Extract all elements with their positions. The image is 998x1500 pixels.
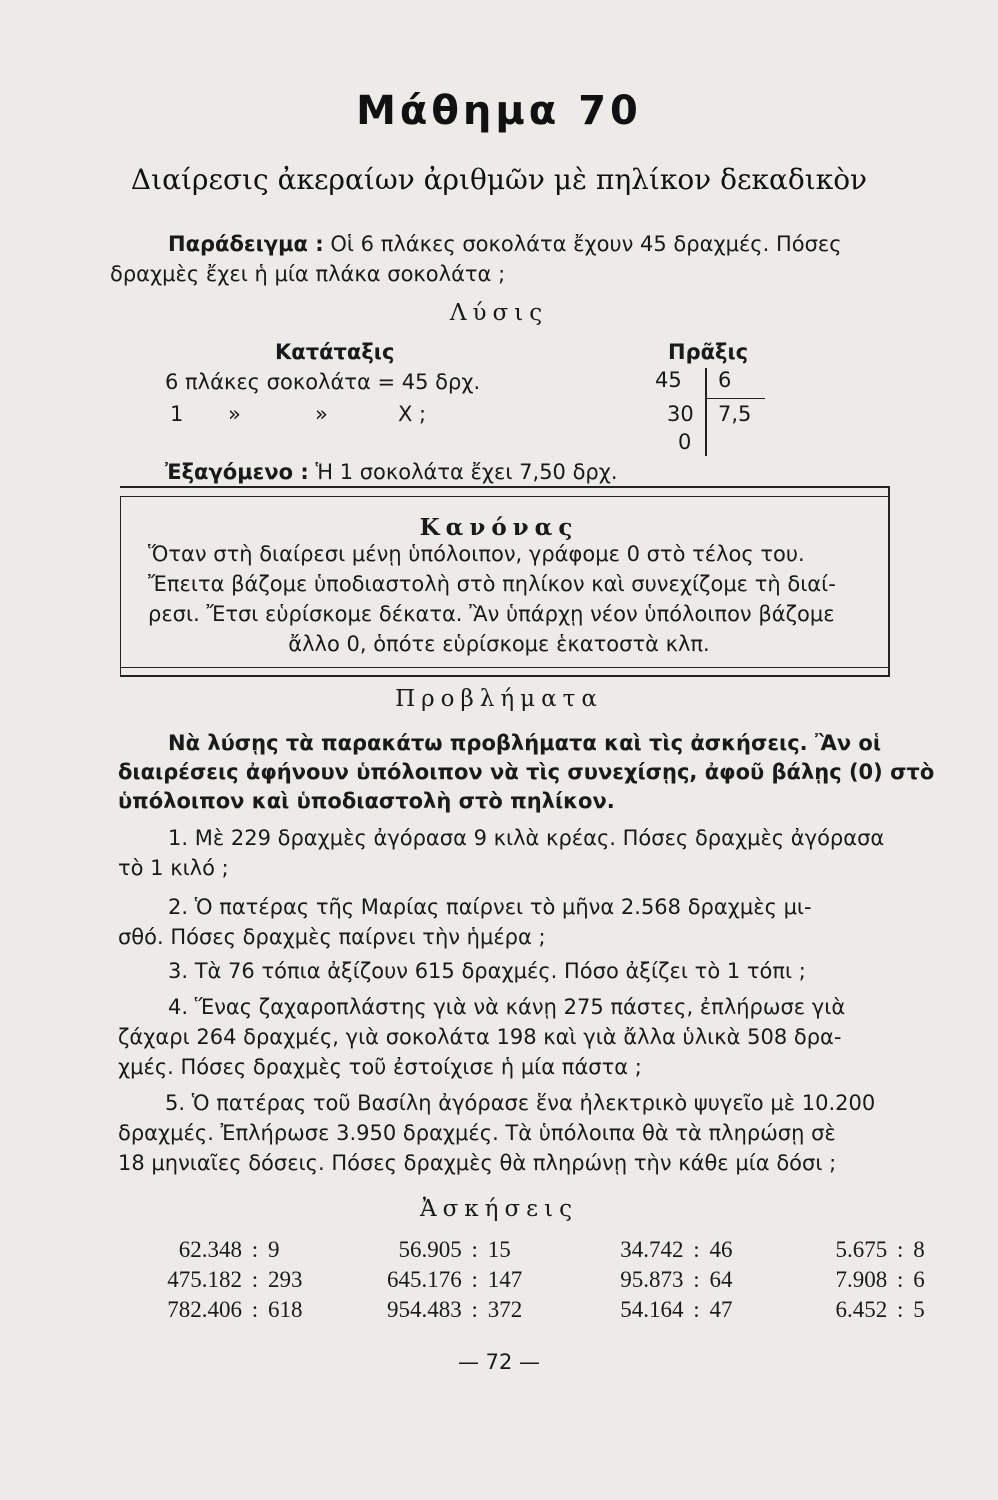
problem-3-line-1: 3. Τὰ 76 τόπια ἀξίζουν 615 δραχμές. Πόσο ἀξίζει τὸ 1 τόπι ; (168, 959, 806, 983)
result-text: Ἡ 1 σοκολάτα ἔχει 7,50 δρχ. (315, 460, 618, 484)
result-label: Ἐξαγόμενο : (165, 460, 309, 484)
exercises-heading: Ἀσκήσεις (420, 1196, 578, 1222)
example-label: Παράδειγμα : (168, 232, 324, 256)
solution-heading: Λύσις (449, 300, 549, 326)
setup-row-1: 6 πλάκες σοκολάτα = 45 δρχ. (165, 370, 481, 394)
page-number: — 72 — (457, 1350, 541, 1374)
exercise-divisor: 15 (487, 1237, 511, 1262)
exercise-divisor: 8 (913, 1237, 925, 1262)
division-final-remainder: 0 (678, 430, 692, 454)
instructions-line-1: Νὰ λύσῃς τὰ παρακάτω προβλήματα καὶ τὶς ἀσκήσεις. Ἂν οἱ (168, 731, 882, 755)
instructions-line-2: διαιρέσεις ἀφήνουν ὑπόλοιπον νὰ τὶς συνεχίσῃς, ἀφοῦ βάλῃς (0) στὸ (118, 760, 935, 784)
exercise-divisor: 9 (268, 1237, 280, 1262)
problem-4-line-3: χμές. Πόσες δραχμὲς τοῦ ἐστοίχισε ἡ μία πάστα ; (118, 1055, 642, 1079)
rule-box-bottom-border (120, 675, 890, 677)
rule-heading: Κανόνας (419, 514, 579, 541)
exercise-dividend: 54.164 (620, 1297, 684, 1322)
exercise-row-1: 62.348 : 9 56.905 : 15 34.742 : 46 5.675 : 8 (92, 1237, 963, 1263)
example-line-1 (168, 232, 842, 256)
division-step-remainder: 30 (667, 402, 694, 426)
instructions-line-3: ὑπόλοιπον καὶ ὑποδιαστολὴ στὸ πηλίκον. (118, 789, 615, 813)
problem-2-line-2: σθό. Πόσες δραχμὲς παίρνει τὴν ἡμέρα ; (118, 925, 546, 949)
exercise-divisor: 46 (709, 1237, 733, 1262)
exercise-dividend: 62.348 (178, 1237, 242, 1262)
rule-box-bottom-inner-border (120, 667, 890, 668)
exercise-divisor: 47 (709, 1297, 733, 1322)
setup-row-2-ditto-2: » (315, 402, 328, 426)
problem-4-line-2: ζάχαρι 264 δραχμές, γιὰ σοκολάτα 198 καὶ γιὰ ἄλλα ὑλικὰ 508 δρα- (118, 1025, 842, 1049)
lesson-title: Μάθημα 70 (356, 88, 642, 134)
exercise-dividend: 95.873 (620, 1267, 684, 1292)
exercise-dividend: 6.452 (835, 1297, 888, 1322)
setup-heading: Κατάταξις (275, 340, 395, 364)
rule-box-top-border (120, 486, 890, 488)
division-vertical-line (705, 368, 707, 456)
rule-box-top-inner-border (120, 496, 890, 497)
problem-4-line-1: 4. Ἕνας ζαχαροπλάστης γιὰ νὰ κάνῃ 275 πάστες, ἐπλήρωσε γιὰ (168, 995, 846, 1019)
example-text-1: Οἱ 6 πλάκες σοκολάτα ἔχουν 45 δραχμές. Πόσες (330, 232, 842, 256)
exercise-row-2: 475.182 : 293 645.176 : 147 95.873 : 64 7.908 : 6 (92, 1267, 963, 1293)
problem-1-line-2: τὸ 1 κιλό ; (118, 856, 229, 880)
exercise-dividend: 34.742 (620, 1237, 684, 1262)
lesson-subtitle: Διαίρεσις ἀκεραίων ἀριθμῶν μὲ πηλίκον δεκαδικὸν (130, 163, 868, 196)
rule-line-2: Ἔπειτα βάζομε ὑποδιαστολὴ στὸ πηλίκον καὶ συνεχίζομε τὴ διαί- (148, 572, 836, 596)
exercise-divisor: 293 (268, 1267, 303, 1292)
division-quotient: 7,5 (718, 402, 752, 426)
problems-heading: Προβλήματα (395, 686, 603, 712)
division-horizontal-line (705, 398, 765, 399)
rule-line-3: ρεσι. Ἔτσι εὑρίσκομε δέκατα. Ἂν ὑπάρχῃ νέον ὑπόλοιπον βάζομε (148, 602, 835, 626)
operation-heading: Πρᾶξις (668, 340, 749, 364)
problem-5-line-2: δραχμές. Ἐπλήρωσε 3.950 δραχμές. Τὰ ὑπόλοιπα θὰ τὰ πληρώσῃ σὲ (118, 1121, 836, 1145)
exercise-divisor: 5 (913, 1297, 925, 1322)
rule-line-4: ἄλλο 0, ὁπότε εὑρίσκομε ἑκατοστὰ κλπ. (288, 632, 710, 656)
setup-row-2-ditto-1: » (228, 402, 241, 426)
exercise-divisor: 6 (913, 1267, 925, 1292)
division-divisor: 6 (718, 368, 732, 392)
result-line (165, 460, 618, 484)
problem-1-line-1: 1. Μὲ 229 δραχμὲς ἀγόρασα 9 κιλὰ κρέας. Πόσες δραχμὲς ἀγόρασα (168, 826, 885, 850)
rule-line-1: Ὅταν στὴ διαίρεσι μένῃ ὑπόλοιπον, γράφομε 0 στὸ τέλος του. (148, 542, 805, 566)
exercise-divisor: 372 (487, 1297, 523, 1322)
exercise-dividend: 5.675 (835, 1237, 888, 1262)
problem-2-line-1: 2. Ὁ πατέρας τῆς Μαρίας παίρνει τὸ μῆνα 2.568 δραχμὲς μι- (168, 895, 812, 919)
setup-row-2-unknown: Χ ; (398, 402, 427, 426)
exercise-divisor: 618 (268, 1297, 303, 1322)
problem-5-line-3: 18 μηνιαῖες δόσεις. Πόσες δραχμὲς θὰ πληρώνῃ τὴν κάθε μία δόσι ; (118, 1151, 837, 1175)
example-line-2: δραχμὲς ἔχει ἡ μία πλάκα σοκολάτα ; (110, 262, 506, 286)
setup-row-2-num: 1 (170, 402, 184, 426)
exercise-dividend: 645.176 (387, 1267, 462, 1292)
exercise-dividend: 56.905 (398, 1237, 462, 1262)
exercise-row-3: 782.406 : 618 954.483 : 372 54.164 : 47 6.452 : 5 (92, 1297, 963, 1323)
problem-5-line-1: 5. Ὁ πατέρας τοῦ Βασίλη ἀγόρασε ἕνα ἠλεκτρικὸ ψυγεῖο μὲ 10.200 (165, 1091, 876, 1115)
exercise-divisor: 64 (709, 1267, 733, 1292)
exercise-divisor: 147 (487, 1267, 523, 1292)
exercise-dividend: 475.182 (167, 1267, 242, 1292)
exercise-dividend: 954.483 (387, 1297, 462, 1322)
exercise-dividend: 7.908 (835, 1267, 888, 1292)
division-dividend: 45 (655, 368, 682, 392)
exercise-dividend: 782.406 (167, 1297, 242, 1322)
